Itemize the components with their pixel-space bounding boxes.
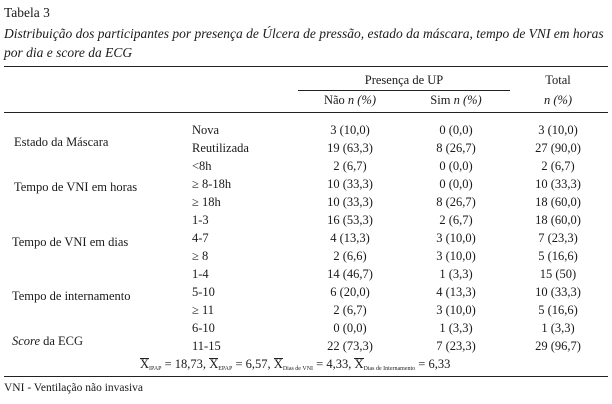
mean-symbol: X	[209, 357, 219, 371]
nao-cell: 2 (6,7)	[333, 159, 367, 173]
dias-vni-subscript: Dias de VNI	[282, 366, 314, 372]
bottom-rule	[4, 376, 608, 377]
total-cell: 7 (23,3)	[538, 231, 578, 245]
table-caption: Distribuição dos participantes por presença de Úlcera de pressão, estado da máscara, tempo de VNI em horas por dia e score da ECG	[4, 26, 604, 60]
col-nao-npct: n (%)	[347, 93, 377, 107]
sim-cell: 1 (3,3)	[439, 267, 473, 281]
total-cell: 18 (60,0)	[535, 213, 581, 227]
sim-cell: 1 (3,3)	[439, 321, 473, 335]
nao-cell: 10 (33,3)	[327, 195, 373, 209]
sim-cell: 8 (26,7)	[436, 195, 476, 209]
category-cell: <8h	[192, 159, 212, 173]
total-cell: 27 (90,0)	[535, 141, 581, 155]
sim-cell: 0 (0,0)	[439, 123, 473, 137]
group-label-ecg-score: Score	[12, 334, 40, 348]
total-cell: 5 (16,6)	[538, 303, 578, 317]
total-cell: 10 (33,3)	[535, 285, 581, 299]
epap-subscript: EPAP	[218, 366, 233, 372]
group-underline	[298, 90, 510, 91]
total-cell: 15 (50)	[539, 267, 577, 281]
dias-internamento-value: = 6,33	[415, 357, 451, 371]
col-sim-label: Sim	[430, 93, 451, 107]
mean-symbol: X	[354, 357, 364, 371]
nao-cell: 6 (20,0)	[330, 285, 370, 299]
dias-vni-value: = 4,33,	[313, 357, 355, 371]
ipap-subscript: IPAP	[149, 366, 162, 372]
sim-cell: 0 (0,0)	[439, 159, 473, 173]
nao-cell: 14 (46,7)	[327, 267, 373, 281]
total-cell: 18 (60,0)	[535, 195, 581, 209]
epap-value: = 6,57,	[232, 357, 274, 371]
sim-cell: 3 (10,0)	[436, 303, 476, 317]
group-label-vni-dias: Tempo de VNI em dias	[12, 235, 129, 249]
col-sim-npct: n (%)	[453, 93, 482, 107]
nao-cell: 10 (33,3)	[327, 177, 373, 191]
top-rule	[4, 66, 608, 67]
header-rule	[4, 112, 608, 113]
total-cell: 10 (33,3)	[535, 177, 581, 191]
sim-cell: 7 (23,3)	[436, 339, 476, 353]
category-cell: ≥ 18h	[192, 195, 221, 209]
total-cell: 5 (16,6)	[538, 249, 578, 263]
means-formula	[140, 357, 450, 372]
category-cell: 11-15	[192, 339, 221, 353]
nao-cell: 16 (53,3)	[327, 213, 373, 227]
category-cell: Reutilizada	[192, 141, 249, 155]
sim-cell: 3 (10,0)	[436, 231, 476, 245]
dias-internamento-subscript: Dias de Internamento	[363, 366, 416, 372]
col-sim-header	[430, 93, 481, 108]
sim-cell: 3 (10,0)	[436, 249, 476, 263]
sim-cell: 4 (13,3)	[436, 285, 476, 299]
category-cell: ≥ 8	[192, 249, 209, 263]
group-label-vni-horas: Tempo de VNI em horas	[14, 180, 138, 194]
sim-cell: 2 (6,7)	[439, 213, 473, 227]
total-cell: 3 (10,0)	[538, 123, 578, 137]
group-header: Presença de UP	[364, 73, 444, 87]
footnote: VNI - Ventilação não invasiva	[4, 382, 144, 394]
nao-cell: 19 (63,3)	[327, 141, 373, 155]
total-header: Total	[545, 73, 571, 87]
nao-cell: 3 (10,0)	[330, 123, 370, 137]
total-cell: 2 (6,7)	[541, 159, 575, 173]
table-label: Tabela 3	[4, 5, 50, 20]
total-subheader: n (%)	[543, 93, 573, 107]
category-cell: 6-10	[192, 321, 215, 335]
col-nao-header	[324, 93, 376, 108]
sim-cell: 0 (0,0)	[439, 177, 473, 191]
category-cell: ≥ 11	[192, 303, 215, 317]
category-cell: Nova	[192, 123, 220, 137]
mean-symbol: X	[273, 357, 283, 371]
col-nao-label: Não	[323, 93, 345, 107]
total-cell: 29 (96,7)	[535, 339, 581, 353]
total-cell: 1 (3,3)	[541, 321, 575, 335]
group-label-mascara: Estado da Máscara	[14, 135, 109, 149]
category-cell: ≥ 8-18h	[192, 177, 232, 191]
ipap-value: = 18,73,	[161, 357, 210, 371]
nao-cell: 4 (13,3)	[330, 231, 370, 245]
category-cell: 1-3	[192, 213, 209, 227]
group-label-ecg	[12, 334, 83, 349]
nao-cell: 2 (6,7)	[333, 303, 367, 317]
nao-cell: 0 (0,0)	[333, 321, 367, 335]
category-cell: 5-10	[192, 285, 215, 299]
category-cell: 1-4	[192, 267, 209, 281]
sim-cell: 8 (26,7)	[436, 141, 476, 155]
category-cell: 4-7	[192, 231, 209, 245]
mean-symbol: X	[140, 357, 150, 371]
group-label-ecg-rest: da ECG	[40, 334, 84, 348]
group-label-internamento: Tempo de internamento	[12, 289, 131, 303]
nao-cell: 22 (73,3)	[327, 339, 373, 353]
nao-cell: 2 (6,6)	[333, 249, 367, 263]
